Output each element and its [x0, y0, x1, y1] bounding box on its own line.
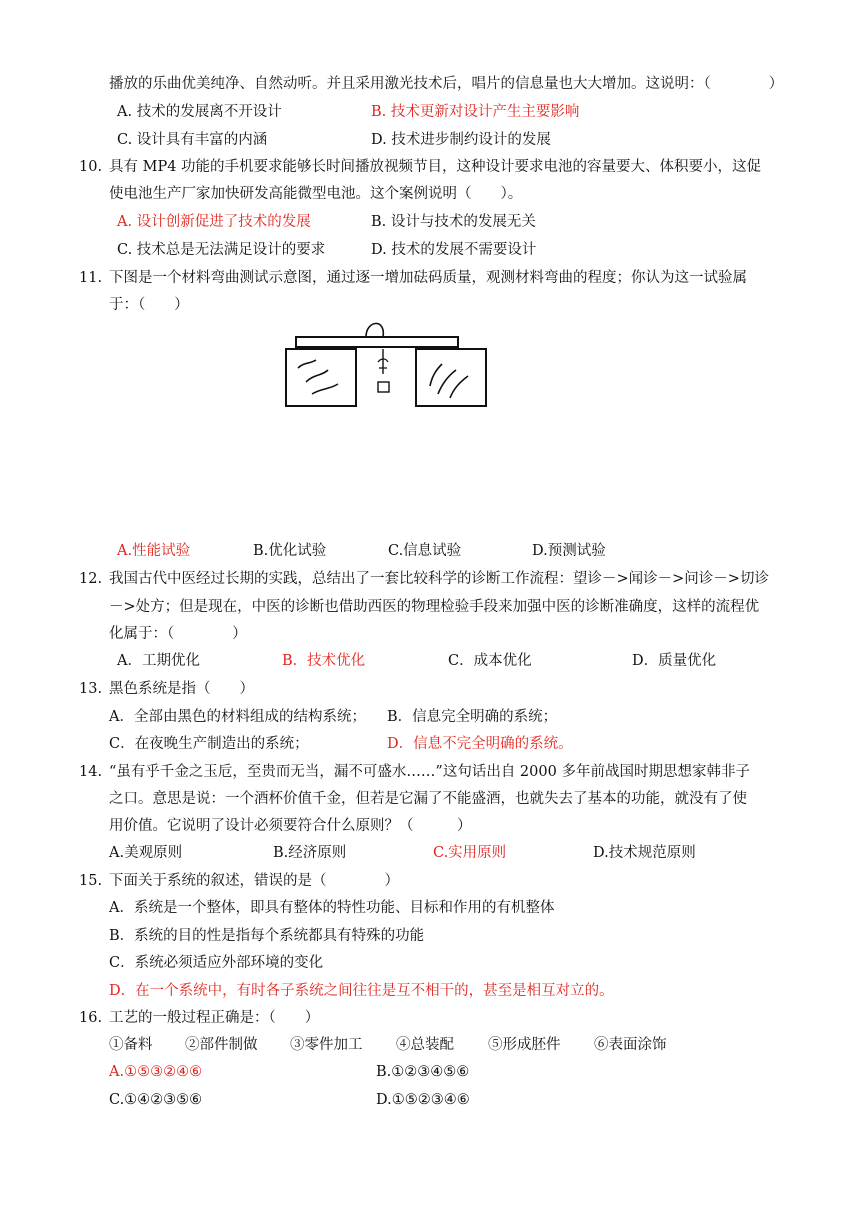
q12-option-d: D．质量优化: [632, 653, 717, 669]
q10-option-b: B. 设计与技术的发展无关: [371, 214, 536, 230]
q14-option-a: A.美观原则: [109, 845, 183, 861]
q12-stem-line2: －>处方；但是现在，中医的诊断也借助西医的物理检验手段来加强中医的诊断准确度，这样的流程优: [109, 599, 760, 615]
q12-option-b: B．技术优化: [282, 653, 366, 669]
q10-option-a: A. 设计创新促进了技术的发展: [117, 214, 311, 230]
q12-option-c: C．成本优化: [448, 653, 532, 669]
q10-stem-line2: 使电池生产厂家加快研发高能微型电池。这个案例说明（ ）。: [109, 186, 523, 202]
q15-option-c: C．系统必须适应外部环境的变化: [109, 955, 324, 971]
q16-step-6: ⑥表面涂饰: [594, 1037, 667, 1053]
q15-stem: 下面关于系统的叙述，错误的是（ ）: [109, 873, 399, 889]
q16-option-d: D.①⑤②③④⑥: [376, 1092, 470, 1108]
q9-option-b: B. 技术更新对设计产生主要影响: [371, 104, 580, 120]
q16-option-b: B.①②③④⑤⑥: [376, 1064, 470, 1080]
left-support-block: [286, 349, 356, 406]
q16-stem: 工艺的一般过程正确是：（ ）: [109, 1010, 320, 1026]
q11-stem-line1: 下图是一个材料弯曲测试示意图，通过逐一增加砝码质量，观测材料弯曲的程度；你认为这一试验属: [109, 270, 747, 286]
q9-option-d: D. 技术进步制约设计的发展: [371, 132, 551, 148]
q16-step-4: ④总装配: [396, 1037, 454, 1053]
test-beam: [296, 337, 458, 347]
q14-stem-line3: 用价值。它说明了设计必须要符合什么原则？（ ）: [109, 818, 472, 834]
right-block-hatch: [430, 364, 468, 398]
q14-stem-line2: 之口。意思是说：一个酒杯价值千金，但若是它漏了不能盛酒，也就失去了基本的功能，就没有了使: [109, 791, 747, 807]
q9-stem: 播放的乐曲优美纯净、自然动听。并且采用激光技术后，唱片的信息量也大大增加。这说明：（ ）: [109, 76, 784, 92]
q15-option-b: B．系统的目的性是指每个系统都具有特殊的功能: [109, 928, 425, 944]
q14-option-b: B.经济原则: [273, 845, 347, 861]
q14-option-c: C.实用原则: [433, 845, 507, 861]
weight-hook: [366, 323, 383, 337]
q11-stem-line2: 于：（ ）: [109, 297, 189, 313]
bending-test-figure: [282, 318, 492, 410]
q16-option-c: C.①④②③⑤⑥: [109, 1092, 203, 1108]
q11-option-a: A.性能试验: [117, 543, 191, 559]
q16-step-3: ③零件加工: [290, 1037, 363, 1053]
q16-option-a: A.①⑤③②④⑥: [109, 1064, 203, 1080]
q11-number: 11.: [79, 270, 103, 286]
q12-stem-line3: 化属于：（ ）: [109, 626, 247, 642]
q11-option-d: D.预测试验: [532, 543, 606, 559]
q12-option-a: A．工期优化: [117, 653, 200, 669]
q11-option-b: B.优化试验: [253, 543, 327, 559]
q16-number: 16.: [79, 1010, 103, 1026]
q16-step-5: ⑤形成胚件: [488, 1037, 561, 1053]
q11-option-c: C.信息试验: [388, 543, 462, 559]
q14-option-d: D.技术规范原则: [593, 845, 696, 861]
q15-option-d: D．在一个系统中，有时各子系统之间往往是互不相干的，甚至是相互对立的。: [109, 983, 614, 999]
q13-option-b: B．信息完全明确的系统；: [387, 709, 558, 725]
q10-option-c: C. 技术总是无法满足设计的要求: [117, 242, 326, 258]
q16-step-1: ①备料: [109, 1037, 153, 1053]
q13-option-a: A．全部由黑色的材料组成的结构系统；: [109, 709, 366, 725]
q10-number: 10.: [79, 159, 103, 175]
left-block-hatch: [298, 360, 338, 394]
q12-stem-line1: 我国古代中医经过长期的实践，总结出了一套比较科学的诊断工作流程：望诊－>闻诊－>问诊－>切诊: [109, 571, 769, 587]
q16-step-2: ②部件制做: [185, 1037, 258, 1053]
q10-option-d: D. 技术的发展不需要设计: [371, 242, 537, 258]
q15-option-a: A．系统是一个整体，即具有整体的特性功能、目标和作用的有机整体: [109, 900, 555, 916]
q13-stem: 黑色系统是指（ ）: [109, 681, 254, 697]
q13-option-c: C．在夜晚生产制造出的系统；: [109, 736, 309, 752]
q13-number: 13.: [79, 681, 103, 697]
q15-number: 15.: [79, 873, 103, 889]
q10-stem-line1: 具有 MP4 功能的手机要求能够长时间播放视频节目，这种设计要求电池的容量要大、体积要小，这促: [109, 159, 762, 175]
q14-number: 14.: [79, 764, 103, 780]
weight-block: [378, 382, 389, 392]
q12-number: 12.: [79, 571, 103, 587]
q13-option-d: D．信息不完全明确的系统。: [387, 736, 573, 752]
q9-option-c: C. 设计具有丰富的内涵: [117, 132, 268, 148]
q14-stem-line1: “虽有乎千金之玉卮，至贵而无当，漏不可盛水……”这句话出自 2000 多年前战国时期思想家韩非子: [109, 764, 750, 780]
q9-option-a: A. 技术的发展离不开设计: [117, 104, 282, 120]
